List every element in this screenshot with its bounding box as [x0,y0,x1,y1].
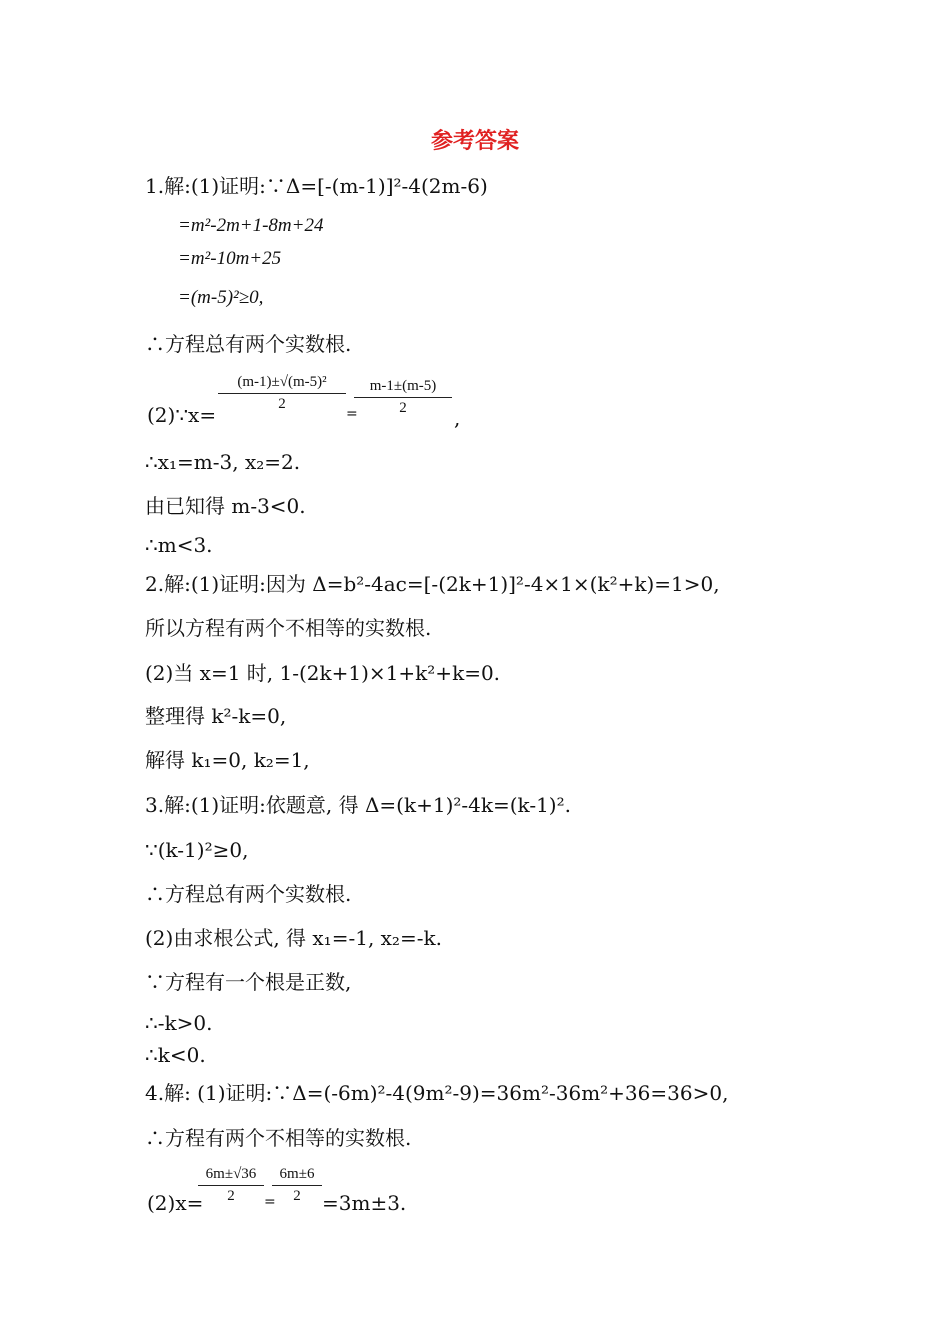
p4-fraction-1 [198,1166,264,1205]
p3-line-5: ∵方程有一个根是正数, [145,970,352,994]
page-title: 参考答案 [430,129,519,154]
p3-line-4: (2)由求根公式, 得 x₁=-1, x₂=-k. [145,926,442,950]
fraction-denominator: 2 [278,396,286,412]
fraction-bar [354,397,452,398]
fraction-numerator: (m-1)±√(m-5)² [237,374,327,390]
fraction-numerator: m-1±(m-5) [369,378,437,394]
p1-fraction-2 [354,378,452,417]
p3-line-3: ∴方程总有两个实数根. [145,882,352,906]
p4-fraction-2 [272,1166,322,1205]
p1-line-4: =(m-5)²≥0, [178,287,264,308]
p2-line-2: 所以方程有两个不相等的实数根. [145,616,432,640]
p4-line-1: 4.解: (1)证明:∵Δ=(-6m)²-4(9m²-9)=36m²-36m²+36=36>0, [145,1081,729,1105]
p1-line-3: =m²-10m+25 [178,248,282,269]
fraction-bar [218,393,346,394]
p4-line-3-prefix: (2)x= [147,1191,204,1215]
p1-line-9: ∴m<3. [145,533,213,557]
p4-line-2: ∴方程有两个不相等的实数根. [145,1126,412,1150]
fraction-bar [198,1185,264,1186]
fraction-numerator: 6m±√36 [205,1166,257,1182]
p1-line-6-prefix: (2)∵x= [147,403,217,427]
fraction-bar [272,1185,322,1186]
p3-line-2: ∵(k-1)²≥0, [145,838,249,862]
p2-line-5: 解得 k₁=0, k₂=1, [145,748,310,772]
p1-line-2: =m²-2m+1-8m+24 [178,215,324,236]
fraction-numerator: 6m±6 [279,1166,315,1182]
p1-line-5: ∴方程总有两个实数根. [145,332,352,356]
p2-line-4: 整理得 k²-k=0, [145,704,287,728]
p3-line-7: ∴k<0. [145,1043,206,1067]
fraction-denominator: 2 [293,1188,301,1204]
p1-fraction-1 [218,374,346,413]
p4-line-3-equals: = [264,1194,276,1210]
p1-line-6-comma: , [454,406,461,430]
p2-line-3: (2)当 x=1 时, 1-(2k+1)×1+k²+k=0. [145,661,501,685]
p2-line-1: 2.解:(1)证明:因为 Δ=b²-4ac=[-(2k+1)]²-4×1×(k²+k)=1>0, [145,572,720,596]
fraction-denominator: 2 [399,400,407,416]
p3-line-1: 3.解:(1)证明:依题意, 得 Δ=(k+1)²-4k=(k-1)². [145,793,571,817]
p4-line-3-end: =3m±3. [322,1191,407,1215]
p1-line-6-equals: = [346,406,358,422]
fraction-denominator: 2 [227,1188,235,1204]
p1-line-8: 由已知得 m-3<0. [145,494,306,518]
p1-line-7: ∴x₁=m-3, x₂=2. [145,450,301,474]
p3-line-6: ∴-k>0. [145,1011,213,1035]
p1-line-1: 1.解:(1)证明:∵Δ=[-(m-1)]²-4(2m-6) [145,174,488,198]
